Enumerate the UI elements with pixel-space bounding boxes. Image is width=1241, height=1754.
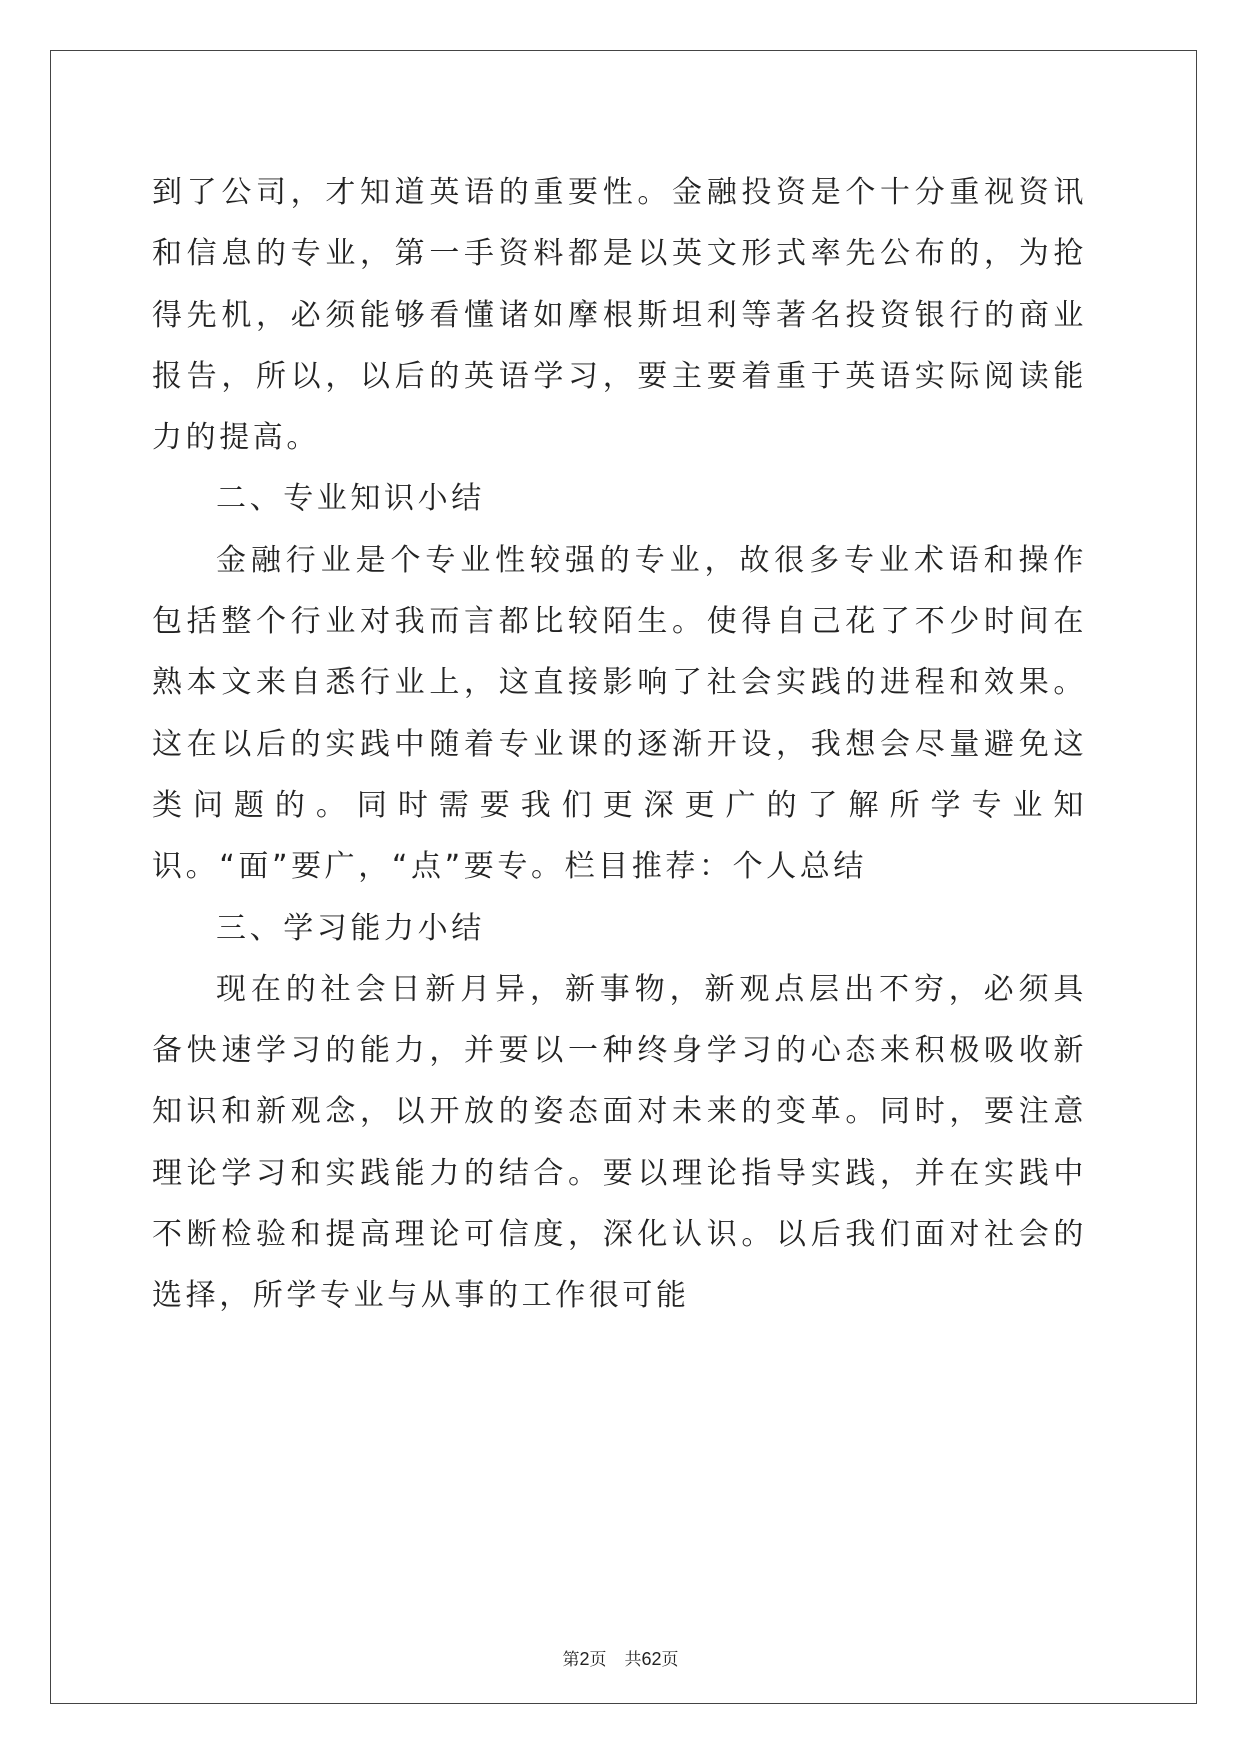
footer-total-pages: 62 (641, 1649, 662, 1669)
paragraph-learning-ability: 现在的社会日新月异，新事物，新观点层出不穷，必须具备快速学习的能力，并要以一种终身学习的心态来积极吸收新知识和新观念，以开放的姿态面对未来的变革。同时，要注意理论学习和实践能力的结合。要以理论指导实践，并在实践中不断检验和提高理论可信度，深化认识。以后我们面对社会的选择，所学专业与从事的工作很可能 (152, 971, 1087, 1314)
section-heading-learning-ability: 三、学习能力小结 (216, 910, 485, 946)
footer-page-prefix: 第 (562, 1650, 580, 1670)
paragraph-professional-knowledge: 金融行业是个专业性较强的专业，故很多专业术语和操作包括整个行业对我而言都比较陌生。使得自己花了不少时间在熟本文来自悉行业上，这直接影响了社会实践的进程和效果。这在以后的实践中随着专业课的逐渐开设，我想会尽量避免这类问题的。同时需要我们更深更广的了解所学专业知识。“面”要广，“点”要专。栏目推荐：个人总结 (152, 542, 1087, 885)
footer-page-number: 2 (579, 1649, 590, 1669)
footer-total-suffix: 页 (661, 1650, 679, 1670)
paragraph-intro: 到了公司，才知道英语的重要性。金融投资是个十分重视资讯和信息的专业，第一手资料都是以英文形式率先公布的，为抢得先机，必须能够看懂诸如摩根斯坦利等著名投资银行的商业报告，所以，以后的英语学习，要主要着重于英语实际阅读能力的提高。 (152, 175, 1087, 456)
section-heading-professional-knowledge: 二、专业知识小结 (216, 481, 485, 517)
page-footer (0, 1645, 1241, 1670)
document-body (152, 162, 1087, 1327)
footer-page-suffix: 页 (589, 1650, 607, 1670)
footer-total-prefix: 共 (624, 1650, 642, 1670)
